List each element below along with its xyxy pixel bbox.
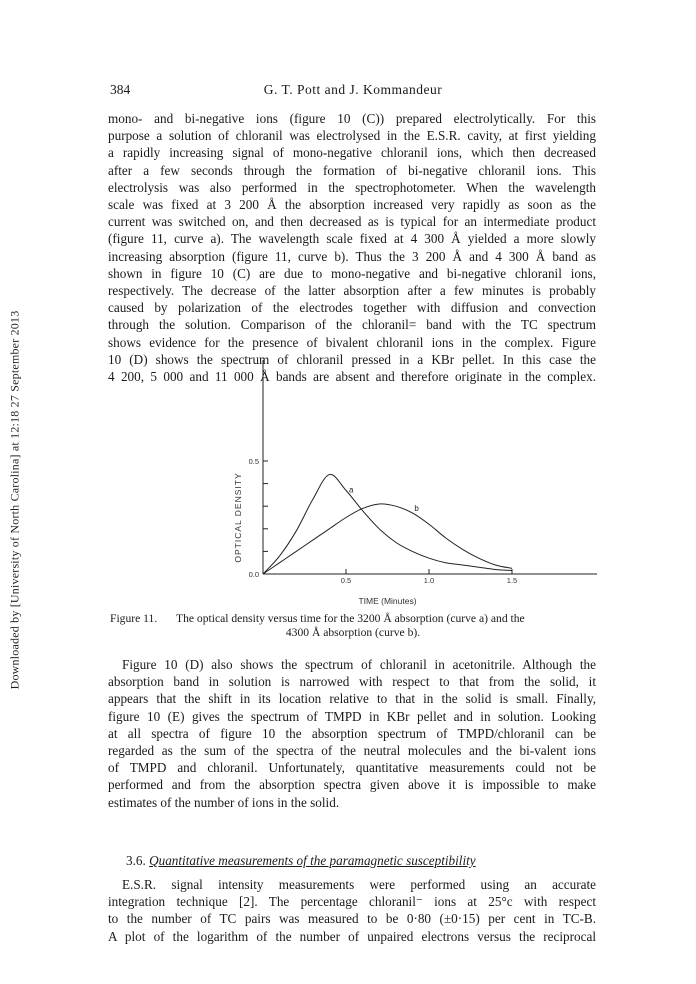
text-line: E.S.R. signal intensity measurements were performed using an accurate [122, 877, 596, 892]
curve-a-label: a [349, 485, 354, 495]
curve-a [263, 474, 512, 574]
text-line: mono- and bi-negative ions (figure 10 (C)) prepared electrolytically. For this [108, 111, 596, 126]
text-line: regarded as the sum of the spectra of the neutral molecules and the bi-valent ions [108, 743, 596, 759]
y-tick-label: 0.5 [248, 457, 259, 466]
text-line: current was switched on, and then decreased as is typical for an intermediate product [108, 214, 596, 230]
text-line: caused by polarization of the electrodes together with diffusion and convection [108, 300, 596, 316]
running-head: G. T. Pott and J. Kommandeur [263, 82, 443, 97]
text-line: after a few seconds through the formation of bi-negative chloranil ions. This [108, 162, 596, 178]
text-line: A plot of the logarithm of the number of unpaired electrons versus the reciprocal [108, 928, 596, 944]
text-line: electrolysis was also performed in the spectrophotometer. When the wavelength [108, 179, 596, 195]
y-tick-label: 0.0 [248, 570, 259, 579]
paragraph-2 [108, 656, 596, 811]
figure-caption [110, 612, 596, 640]
optical-density-chart [225, 338, 605, 608]
text-line: scale was fixed at 3 200 Å the absorption increased very rapidly as soon as the [108, 197, 596, 213]
curve-b-label: b [414, 503, 419, 513]
text-line: of TMPD and chloranil. Unfortunately, quantitative measurements could not be [108, 760, 596, 776]
y-axis-label: OPTICAL DENSITY [233, 472, 243, 563]
text-line: increasing absorption (figure 11, curve b). Thus the 3 200 Å and 4 300 Å band as [108, 248, 596, 264]
text-line: appears that the shift in its location relative to that in the solid is small. Finally, [108, 691, 596, 707]
text-line: at all spectra of figure 10 the absorption spectrum of TMPD/chloranil can be [108, 725, 596, 741]
figure-11 [225, 338, 605, 608]
page-number: 384 [110, 82, 131, 97]
text-line: integration technique [2]. The percentage chloranil⁻ ions at 25°c with respect [108, 894, 596, 910]
text-line: estimates of the number of ions in the solid. [108, 794, 340, 810]
text-line: Figure 10 (D) also shows the spectrum of chloranil in acetonitrile. Although the [122, 657, 596, 672]
text-line: absorption band in solution is narrowed with respect to that from the solid, it [108, 674, 596, 690]
section-title: Quantitative measurements of the paramagnetic susceptibility [149, 853, 476, 868]
text-line: (figure 11, curve a). The wavelength scale fixed at 4 300 Å yielded a more slowly [108, 231, 596, 247]
x-axis-label: TIME (Minutes) [358, 596, 417, 606]
text-line: shown in figure 10 (C) are due to mono-negative and bi-negative chloranil ions, [108, 265, 596, 281]
text-line: respectively. The decrease of the latter absorption after a few minutes is probably [108, 283, 596, 299]
text-line: 4 200, 5 000 and 11 000 Å bands are absent and therefore originate in the complex. [108, 369, 596, 385]
caption-line-2: 4300 Å absorption (curve b). [285, 626, 421, 639]
paragraph-3 [108, 876, 596, 945]
text-line: 10 (D) shows the spectrum of chloranil pressed in a KBr pellet. In this case the [108, 351, 596, 367]
page-header [110, 82, 596, 100]
download-watermark-text: Downloaded by [University of North Carolina] at 12:18 27 September 2013 [7, 310, 22, 690]
download-watermark [8, 300, 22, 700]
x-tick-label: 1.5 [506, 576, 518, 585]
text-line: a rapidly increasing signal of mono-negative chloranil ions, which then decreased [108, 145, 596, 161]
curve-b [263, 504, 512, 574]
text-line: purpose a solution of chloranil was electrolysed in the E.S.R. cavity, at first yielding [108, 128, 596, 144]
x-tick-label: 0.5 [340, 576, 352, 585]
text-line: through the solution. Comparison of the chloranil= band with the TC spectrum [108, 317, 596, 333]
text-line: to the number of TC pairs was measured to be 0·80 (±0·15) per cent in TC-B. [108, 911, 596, 927]
section-heading [126, 853, 476, 869]
section-number: 3.6. [126, 853, 146, 868]
x-tick-label: 1.0 [423, 576, 435, 585]
text-line: figure 10 (E) gives the spectrum of TMPD in KBr pellet and in solution. Looking [108, 708, 596, 724]
text-line: performed and from the absorption spectra given above it is impossible to make [108, 777, 596, 793]
caption-line-1: The optical density versus time for the 3200 Å absorption (curve a) and the [176, 612, 525, 625]
caption-label: Figure 11. [110, 612, 158, 625]
text-line: shows evidence for the presence of bivalent chloranil ions in the complex. Figure [108, 334, 596, 350]
